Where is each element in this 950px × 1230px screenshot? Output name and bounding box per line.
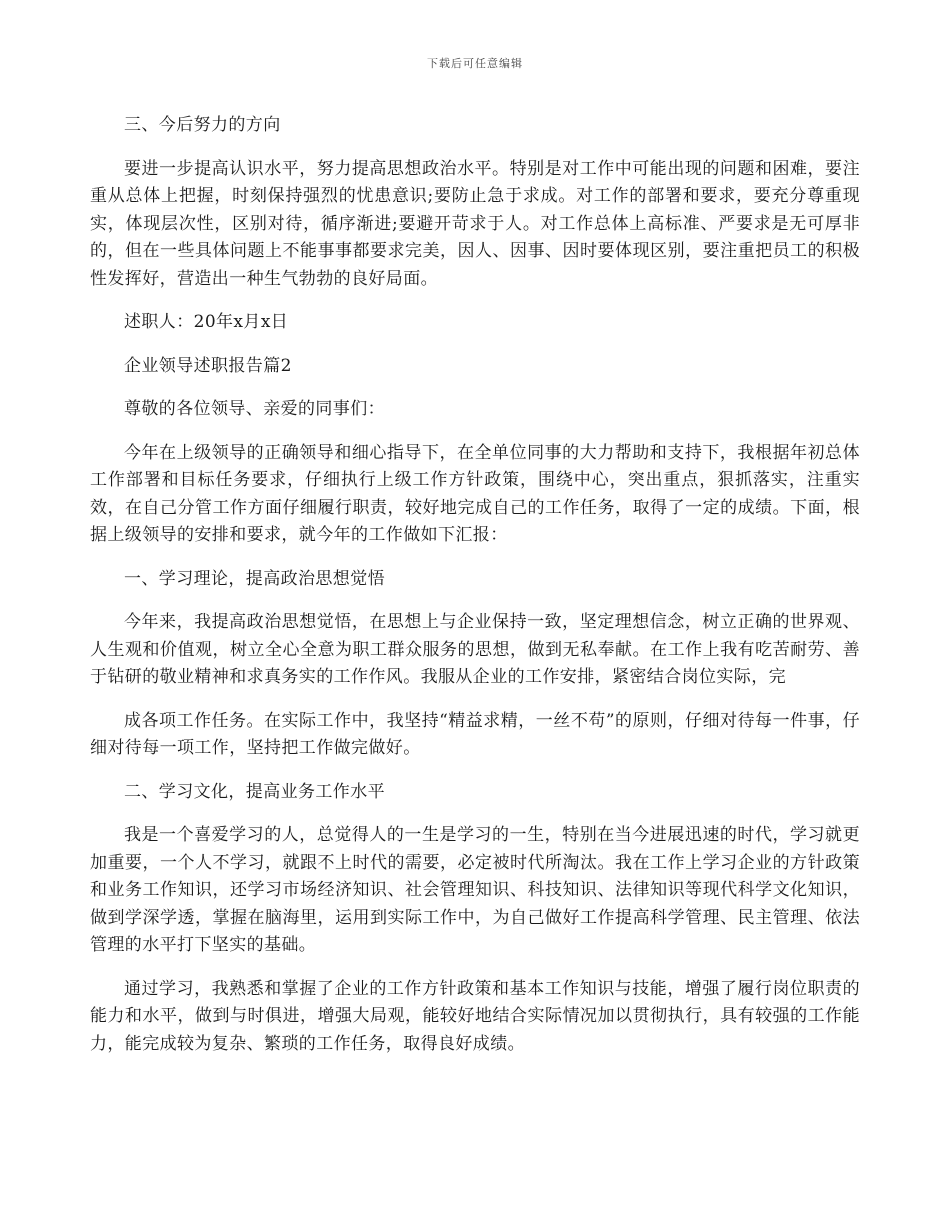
- paragraph-future-direction: 要进一步提高认识水平，努力提高思想政治水平。特别是对工作中可能出现的问题和困难，要注重从总体上把握，时刻保持强烈的忧患意识;要防止急于求成。对工作的部署和要求，要充分尊重现实，体现层次性，区别对待，循序渐进;要避开苛求于人。对工作总体上高标准、严要求是无可厚非的，但在一些具体问题上不能事事都要求完美，因人、因事、因时要体现区别，要注重把员工的积极性发挥好，营造出一种生气勃勃的良好局面。: [90, 158, 860, 289]
- paragraph-learning: 我是一个喜爱学习的人，总觉得人的一生是学习的一生，特别在当今进展迅速的时代，学习就更加重要，一个人不学习，就跟不上时代的需要，必定被时代所淘汰。我在工作上学习企业的方针政策和业务工作知识，还学习市场经济知识、社会管理知识、科技知识、法律知识等现代科学文化知识，做到学深学透，掌握在脑海里，运用到实际工作中，为自己做好工作提高科学管理、民主管理、依法管理的水平打下坚实的基础。: [90, 825, 860, 955]
- page-header: 下载后可任意编辑: [427, 57, 523, 70]
- document-body: [90, 112, 860, 1074]
- paragraph-task-completion: 成各项工作任务。在实际工作中，我坚持“精益求精，一丝不苟”的原则，仔细对待每一件事，仔细对待每一项工作，坚持把工作做完做好。: [90, 710, 860, 758]
- section-heading-theory-study: 一、学习理论，提高政治思想觉悟: [124, 568, 385, 589]
- report-title-part-2: 企业领导述职报告篇2: [124, 355, 292, 376]
- paragraph-political-awareness: 今年来，我提高政治思想觉悟，在思想上与企业保持一致，坚定理想信念，树立正确的世界观、人生观和价值观，树立全心全意为职工群众服务的思想，做到无私奉献。在工作上我有吃苦耐劳、善于钻研的敬业精神和求真务实的工作作风。我服从企业的工作安排，紧密结合岗位实际，完: [90, 612, 860, 687]
- paragraph-introduction: 今年在上级领导的正确领导和细心指导下，在全单位同事的大力帮助和支持下，我根据年初总体工作部署和目标任务要求，仔细执行上级工作方针政策，围绕中心，突出重点，狠抓落实，注重实效，在自己分管工作方面仔细履行职责，较好地完成自己的工作任务，取得了一定的成绩。下面，根据上级领导的安排和要求，就今年的工作做如下汇报：: [90, 442, 860, 545]
- signature-line: 述职人：20年x月x日: [124, 312, 289, 332]
- section-heading-future-direction: 三、今后努力的方向: [124, 115, 281, 135]
- section-heading-culture-study: 二、学习文化，提高业务工作水平: [124, 781, 385, 802]
- paragraph-learning-results: 通过学习，我熟悉和掌握了企业的工作方针政策和基本工作知识与技能，增强了履行岗位职责的能力和水平，做到与时俱进，增强大局观，能较好地结合实际情况加以贯彻执行，具有较强的工作能力，能完成较为复杂、繁琐的工作任务，取得良好成绩。: [90, 978, 860, 1054]
- salutation: 尊敬的各位领导、亲爱的同事们：: [124, 399, 385, 419]
